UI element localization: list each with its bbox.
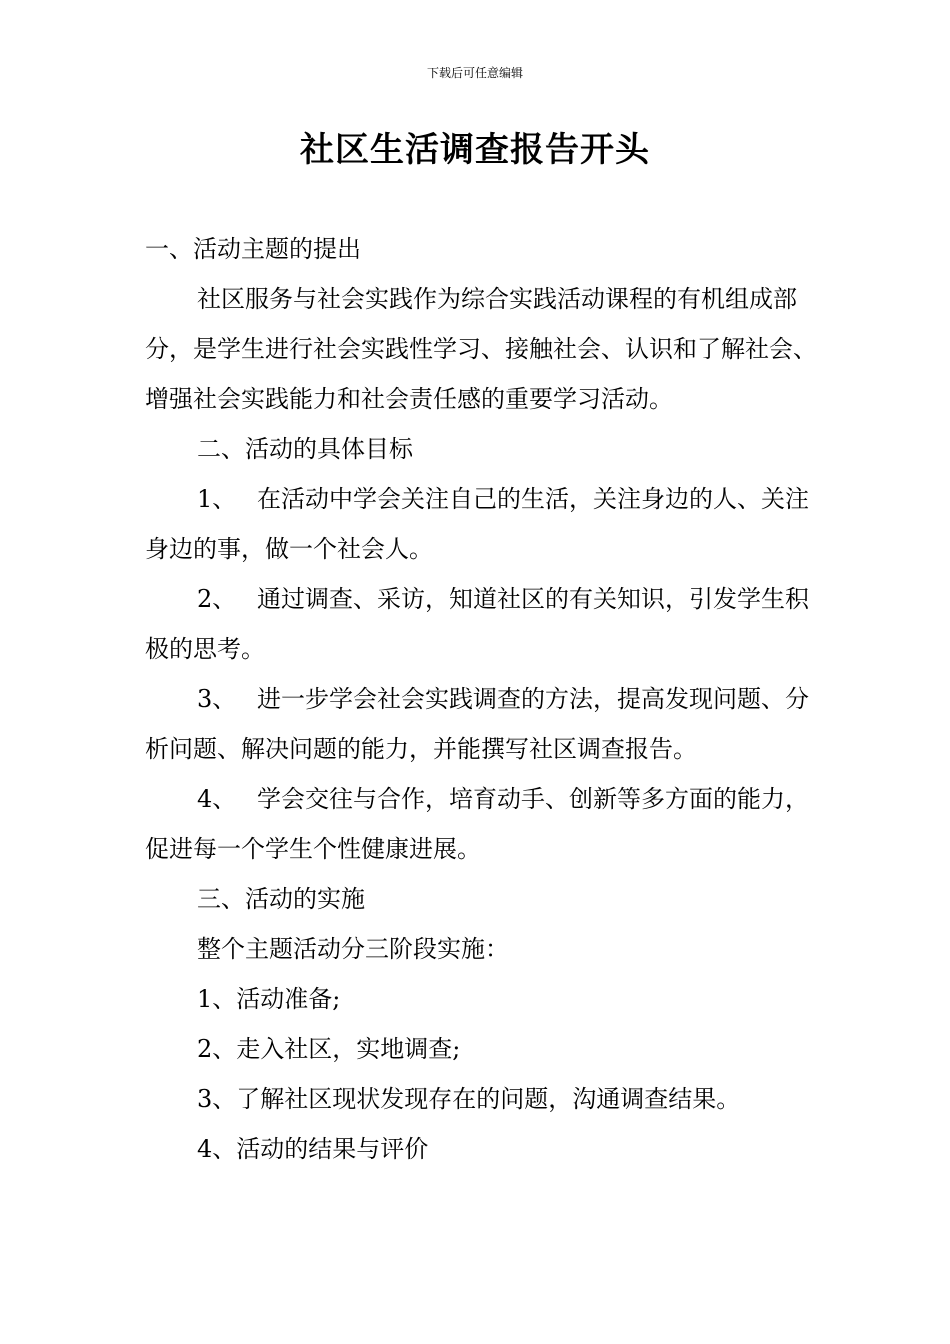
goal-item-text: 在活动中学会关注自己的生活，关注身边的人、关注身边的事，做一个社会人。	[145, 485, 809, 563]
header-note: 下载后可任意编辑	[426, 66, 523, 80]
document-body	[145, 224, 825, 1174]
goal-item-2	[145, 574, 825, 674]
document-title: 社区生活调查报告开头	[300, 130, 650, 170]
goal-item-text: 通过调查、采访，知道社区的有关知识，引发学生积极的思考。	[145, 585, 809, 663]
section-heading-1: 一、活动主题的提出	[145, 235, 361, 263]
goal-item-number: 2、	[197, 585, 237, 613]
implementation-step-2: 2、走入社区，实地调查;	[197, 1035, 461, 1063]
paragraph-theme: 社区服务与社会实践作为综合实践活动课程的有机组成部分，是学生进行社会实践性学习、接触社会、认识和了解社会、增强社会实践能力和社会责任感的重要学习活动。	[145, 285, 817, 413]
implementation-step-3: 3、了解社区现状发现存在的问题，沟通调查结果。	[197, 1085, 741, 1113]
goal-item-number: 1、	[197, 485, 237, 513]
goal-item-3	[145, 674, 825, 774]
section-heading-3: 三、活动的实施	[197, 885, 365, 913]
goal-item-1	[145, 474, 825, 574]
section-heading-2: 二、活动的具体目标	[197, 435, 413, 463]
goal-item-4	[145, 774, 825, 874]
goal-item-number: 3、	[197, 685, 237, 713]
goal-item-number: 4、	[197, 785, 237, 813]
goal-item-text: 学会交往与合作，培育动手、创新等多方面的能力，促进每一个学生个性健康进展。	[145, 785, 809, 863]
goal-item-text: 进一步学会社会实践调查的方法，提高发现问题、分析问题、解决问题的能力，并能撰写社区调查报告。	[145, 685, 809, 763]
implementation-step-1: 1、活动准备;	[197, 985, 341, 1013]
implementation-intro: 整个主题活动分三阶段实施：	[197, 935, 509, 963]
implementation-step-4: 4、活动的结果与评价	[197, 1135, 429, 1163]
